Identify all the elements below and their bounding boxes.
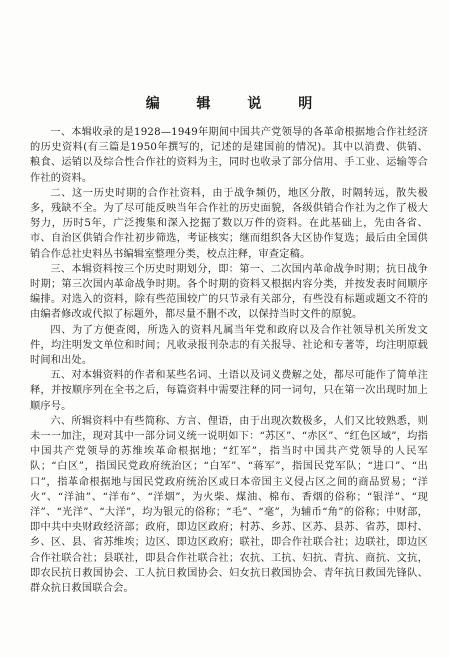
paragraph-6: 六、所辑资料中有些简称、方言、俚语，由于出现次数极多，人们又比较熟悉，则未一一加注，现对其中一部分词义统一说明如下：“苏区”、“赤区”、“红色区域”，均指中国共产党领导的苏维埃革命根据地；“红军”，指当时中国共产党领导的人民军队；“白区”，指国民党政府统治区；“白军”、“蒋军”，指国民党军队；“进口”、“出口”，指革命根据地与国民党政府统治区或日本帝国主义侵占区之间的商品贸易；“洋火”、“洋油”、“洋布”、“洋烟”，为火柴、煤油、棉布、香烟的俗称；“银洋”、“现洋”、“光洋”、“大洋”，均为银元的俗称；“毛”、“毫”，为辅币“角”的俗称；中财部，即中共中央财政经济部；政府，即边区政府；村苏、乡苏、区苏、县苏、省苏，即村、乡、区、县、省苏维埃；边区、即边区政府；联社，即合作社联合社；边联社，即边区合作社联合社；县联社，即县合作社联合社；农抗、工抗、妇抗、青抗、商抗、文抗，即农民抗日救国协会、工人抗日救国协会、妇女抗日救国协会、青年抗日救国先锋队、群众抗日救国联合会。 [30, 415, 428, 595]
paragraph-1: 一、本辑收录的是1928—1949年期间中国共产党领导的各革命根据地合作社经济的历史资料(有三篇是1950年撰写的，记述的是建国前的情况)。其中以消费、供销、粮食、运销以及综合性合作社的资料为主，同时也收录了部分信用、手工业、运输等合作社的资料。 [30, 127, 428, 184]
paragraph-3: 三、本辑资料按三个历史时期划分，即：第一、二次国内革命战争时期；抗日战争时期；第三次国内革命战争时期。各个时期的资料又根据内容分类，并按发表时间顺序编排。对选入的资料，除有些范围较广的只节录有关部分，有些没有标题或题文不符的由编者修改或代拟了标题外，都尽量不删不改，以保持当时文件的原貌。 [30, 263, 428, 321]
document-body [30, 125, 428, 596]
paragraph-2: 二、这一历史时期的合作社资料，由于战争频仍，地区分散，时隔转远，散失极多，残缺不全。为了尽可能反映当年合作社的历史面貌，各级供销合作社为之作了极大努力，历时5年，广泛搜集和深入挖掘了数以万件的资料。在此基础上，先由各省、市、自治区供销合作社初步筛选，考证核实；继而组织各大区协作复选；最后由全国供销合作总社史料丛书编辑室整理分类，校点注释，审查定稿。 [30, 187, 428, 260]
paragraph-5: 五、对本辑资料的作者和某些名词、土语以及词义费解之处，都尽可能作了简单注释，并按顺序列在全书之后，每篇资料中需要注释的同一词句，只在第一次出现时加上顺序号。 [30, 370, 428, 412]
paragraph-4: 四、为了方便查阅，所选入的资料凡属当年党和政府以及合作社领导机关所发文件，均注明发文单位和时间；凡收录报刊杂志的有关报导、社论和专著等，均注明原载时间和出处。 [30, 324, 428, 367]
page-title: 编 辑 说 明 [145, 96, 329, 112]
